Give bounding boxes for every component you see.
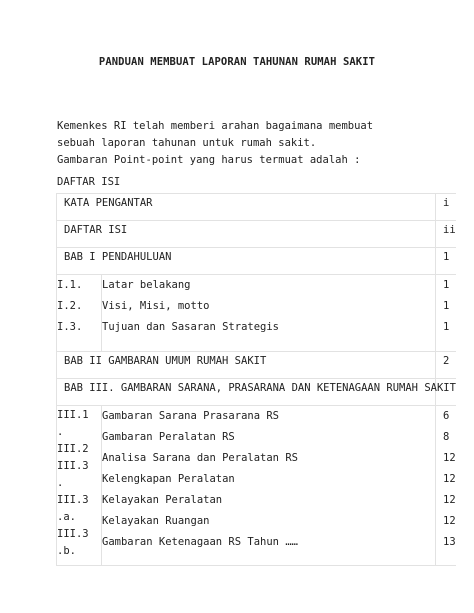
intro-paragraph: Kemenkes RI telah memberi arahan bagaimana membuat sebuah laporan tahunan untuk rumah sakit. — [57, 120, 374, 149]
lead-paragraph: Gambaran Point-point yang harus termuat adalah : — [57, 154, 361, 166]
toc-page: ii — [436, 221, 456, 248]
toc-label: KATA PENGANTAR — [57, 194, 436, 221]
toc-row-bab1 — [57, 248, 456, 275]
toc-row-bab2 — [57, 352, 456, 379]
toc-table — [56, 193, 456, 566]
toc-row-daftar-isi — [57, 221, 456, 248]
toc-label: BAB II GAMBARAN UMUM RUMAH SAKIT — [57, 352, 436, 379]
toc-sub-labels: Gambaran Sarana Prasarana RS Gambaran Peralatan RS Analisa Sarana dan Peralatan RS Kelengkapan Peralatan Kelayakan Peralatan Kelayakan Ruangan Gambaran Ketenagaan RS Tahun …… — [102, 406, 436, 566]
toc-sub-labels: Latar belakang Visi, Misi, motto Tujuan dan Sasaran Strategis — [102, 275, 436, 352]
toc-label: BAB III. GAMBARAN SARANA, PRASARANA DAN KETENAGAAN RUMAH SAKIT — [57, 379, 436, 406]
toc-page: 1 — [436, 248, 456, 275]
toc-row-kata-pengantar — [57, 194, 456, 221]
toc-sub-numbers: I.1. I.2. I.3. — [57, 275, 102, 352]
toc-page: 2 — [436, 352, 456, 379]
toc-label: BAB I PENDAHULUAN — [57, 248, 436, 275]
toc-sub-pages: 1 1 1 — [436, 275, 456, 352]
document-title: PANDUAN MEMBUAT LAPORAN TAHUNAN RUMAH SAKIT — [98, 56, 376, 68]
toc-page: i — [436, 194, 456, 221]
toc-heading: DAFTAR ISI — [57, 176, 121, 188]
toc-group-bab1 — [57, 275, 456, 352]
toc-sub-pages: 6 8 12 12 12 12 13 — [436, 406, 456, 566]
toc-label: DAFTAR ISI — [57, 221, 436, 248]
toc-row-bab3 — [57, 379, 456, 406]
toc-sub-numbers: III.1 . III.2 III.3 . III.3 .a. III.3 .b. — [57, 406, 102, 566]
toc-group-bab3 — [57, 406, 456, 566]
